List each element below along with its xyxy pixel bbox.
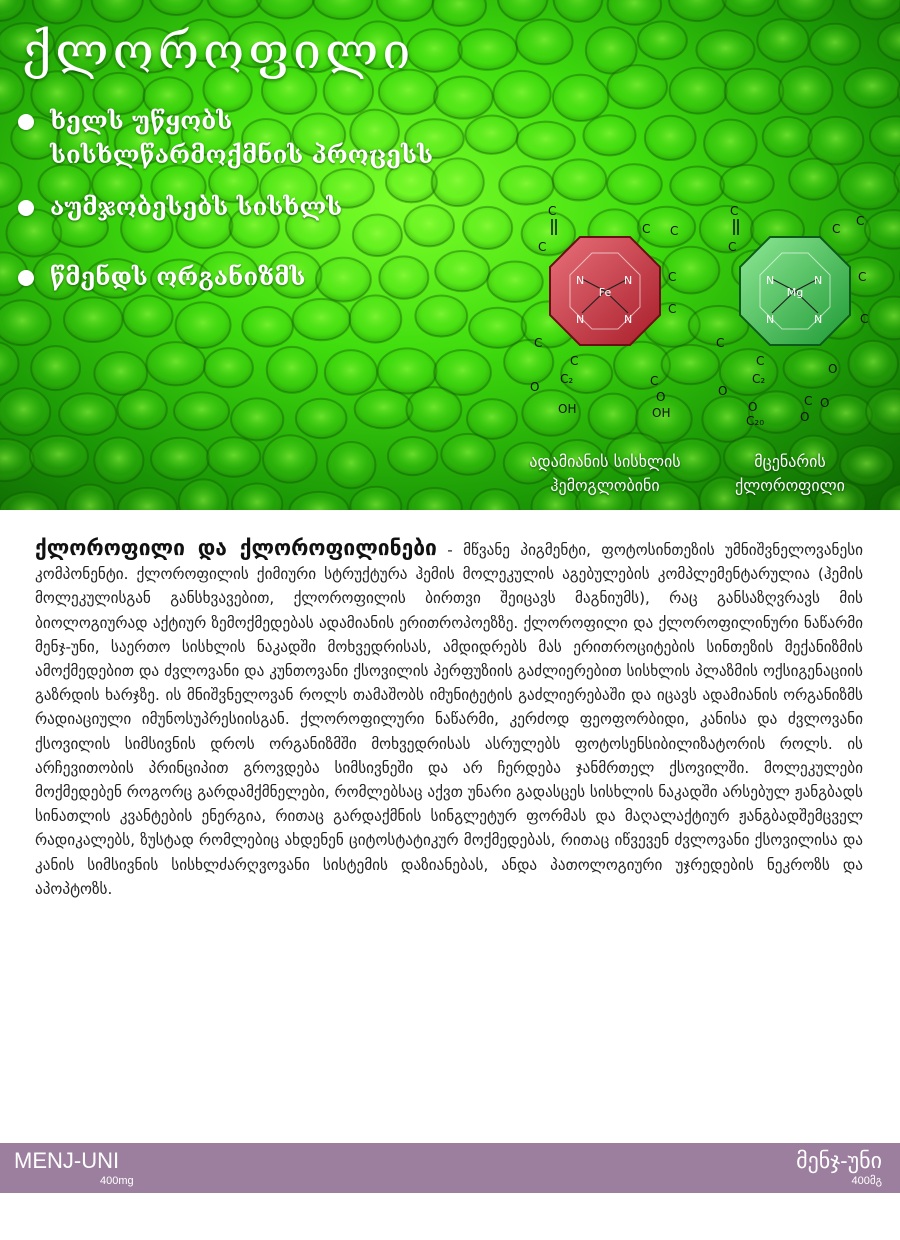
svg-text:C: C (650, 374, 659, 388)
svg-text:O: O (828, 362, 838, 376)
svg-text:C: C (548, 204, 557, 218)
caption-line: ჰემოგლობინი (550, 476, 660, 495)
article-lead: ქლოროფილი და ქლოროფილინები (35, 536, 437, 560)
svg-text:C: C (860, 312, 869, 326)
bullet-icon (18, 114, 34, 130)
page-title: ქლოროფილი (22, 22, 415, 80)
benefit-text: ხელს უწყობს სისხლწარმოქმნის პროცესს (50, 106, 433, 169)
svg-text:C: C (832, 222, 841, 236)
brand-dose: 400მგ (851, 1175, 882, 1187)
hemoglobin-caption (510, 450, 700, 498)
svg-text:C: C (570, 354, 579, 368)
benefit-item (18, 260, 305, 294)
svg-text:OH: OH (558, 402, 577, 416)
molecule-illustration (520, 195, 890, 425)
benefit-text: წმენდს ორგანიზმს (50, 262, 306, 291)
brand-name: MENJ-UNI (14, 1148, 120, 1173)
svg-text:C: C (534, 336, 543, 350)
svg-text:O: O (800, 410, 810, 424)
svg-text:C: C (756, 354, 765, 368)
brand-name: მენჯ-უნი (796, 1148, 882, 1173)
brand-latin (14, 1147, 134, 1187)
benefit-item (18, 190, 342, 224)
svg-text:N: N (766, 274, 775, 287)
svg-text:C: C (670, 224, 679, 238)
benefit-text: აუმჯობესებს სისხლს (50, 192, 343, 221)
svg-text:C₂: C₂ (752, 372, 766, 386)
footer-bar (0, 1143, 900, 1193)
brand-dose: 400mg (100, 1175, 134, 1187)
svg-text:C: C (716, 336, 725, 350)
svg-text:C: C (668, 302, 677, 316)
svg-text:O: O (718, 384, 728, 398)
article-text (35, 536, 863, 901)
svg-text:O: O (748, 400, 758, 414)
svg-text:O: O (820, 396, 830, 410)
brand-georgian (796, 1147, 882, 1187)
hemoglobin-molecule (530, 204, 678, 420)
svg-text:O: O (530, 380, 540, 394)
bullet-icon (18, 200, 34, 216)
svg-text:N: N (576, 274, 585, 287)
benefit-item (18, 104, 433, 172)
svg-text:C: C (858, 270, 867, 284)
article-body: - მწვანე პიგმენტი, ფოტოსინთეზის უმნიშვნელოვანესი კომპონენტი. ქლოროფილის ქიმიური სტრუქტურა ჰემის მოლეკულის აგებულების კომპლემენტარულია (ჰემის მოლეკულისგან განსხვავებით, ქლოროფილის ბირთვი შეიცავს მაგნიუმს), რაც განსაზღვრავს მის ბიოლოგიურად აქტიურ ზემოქმედებას ადამიანის ერითროპოეზზე. ქლოროფილი და ქლოროფილინური ნაწარმი მენჯ-უნი, საერთო სისხლის ნაკადში მოხვედრისას, ამდიდრებს მას ერითროციტების სინთეზის მექანიზმის ამოქმედებით და ძვლოვანი და კუნთოვანი ქსოვილის პერფუზიის გაძლიერებით სისხლის პლაზმის ოქსიგენაციის გაზრდის ხარჯზე. ის მნიშვნელოვან როლს თამაშობს იმუნიტეტის გაძლიერებაში და იცავს ადამიანის ორგანიზმს რადიაციული იმუნოსუპრესიისგან. ქლოროფილური ნაწარმი, კერძოდ ფეოფორბიდი, კანისა და ძვლოვანი ქსოვილის სიმსივნის დროს ორგანიზმში მოხვედრისას ასრულებს ფოტოსენსიბილიზატორის როლს. ის არჩევითობის პრინციპით გროვდება სიმსივნეში და არ ჩერდება ჯანმრთელ ქსოვილში. მოლეკულები მოქმედებენ როგორც გარდამქმნელები, რომლებსაც აქვთ უნარი გადასცეს სისხლის ნაკადში არსებულ ჟანგბადს სინათლის კვანტების ენერგია, რითაც გარდაქმნის სინგლეტურ ფორმას და მაღალაქტიურ ჟანგბადშემცველ რადიკალებს, ზუსტად რომლებიც ახდენენ ციტოსტატიკურ მოქმედებას, რითაც იწვევენ ძვლოვანი ქსოვილისა და კანის სიმსივნის სისხლძარღვოვანი სისტემის დაზიანებას, ანდა პათოლოგიური უჯრედების ნეკროზს და აპოპტოზს. (35, 541, 863, 898)
bullet-icon (18, 270, 34, 286)
svg-text:C₂₀: C₂₀ (746, 414, 764, 425)
svg-text:C: C (642, 222, 651, 236)
chlorophyll-caption (710, 450, 870, 498)
svg-text:N: N (814, 274, 823, 287)
svg-text:C: C (668, 270, 677, 284)
svg-text:C: C (538, 240, 547, 254)
chlorophyll-metal-label: Mg (786, 286, 804, 299)
svg-text:C: C (856, 214, 865, 228)
svg-text:C: C (728, 240, 737, 254)
svg-text:C: C (804, 394, 813, 408)
hemoglobin-metal-label: Fe (598, 286, 612, 299)
svg-text:C: C (730, 204, 739, 218)
svg-text:O: O (656, 390, 666, 404)
caption-line: ქლოროფილი (735, 476, 845, 495)
caption-line: მცენარის (754, 452, 826, 471)
svg-text:N: N (624, 274, 633, 287)
hero-banner (0, 0, 900, 510)
svg-text:N: N (576, 313, 585, 326)
svg-text:C₂: C₂ (560, 372, 574, 386)
svg-text:N: N (814, 313, 823, 326)
chlorophyll-molecule (716, 204, 868, 425)
svg-text:N: N (766, 313, 775, 326)
svg-text:N: N (624, 313, 633, 326)
svg-text:OH: OH (652, 406, 671, 420)
caption-line: ადამიანის სისხლის (529, 452, 681, 471)
